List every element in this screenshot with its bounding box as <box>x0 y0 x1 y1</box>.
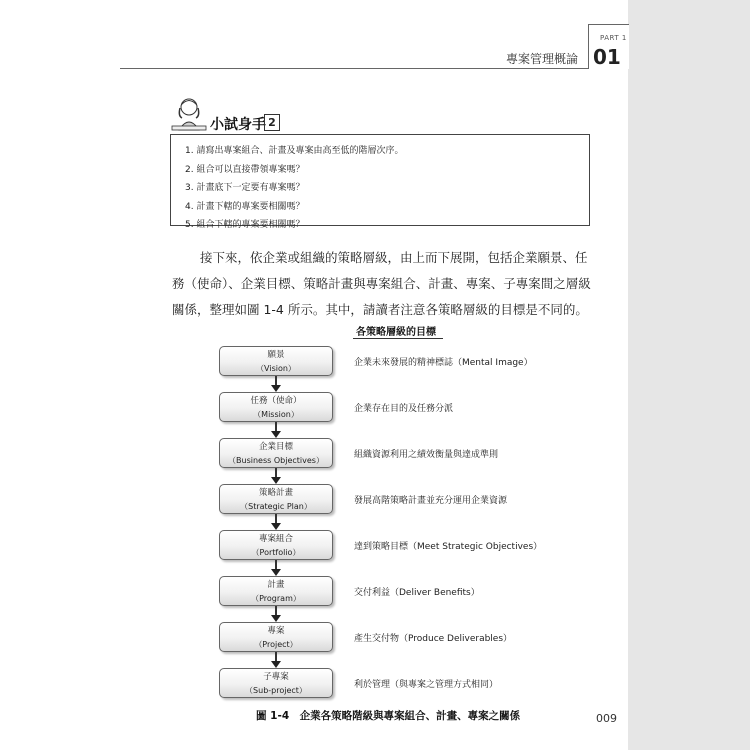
connector-line <box>275 376 277 385</box>
down-arrow-icon <box>271 615 281 622</box>
header-rule <box>120 68 628 69</box>
level-description: 發展高階策略計畫並充分運用企業資源 <box>354 496 508 506</box>
down-arrow-icon <box>271 431 281 438</box>
exercise-number: 2 <box>264 114 280 131</box>
level-description: 企業未來發展的精神標誌（Mental Image） <box>354 358 533 368</box>
level-zh-label: 企業目標 <box>258 442 293 452</box>
connector-line <box>275 422 277 431</box>
diagram-title-underline <box>353 338 443 339</box>
level-box-project <box>219 622 333 652</box>
exercise-item: 2. 組合可以直接帶領專案嗎？ <box>185 164 305 175</box>
page-edge-strip <box>628 0 750 750</box>
connector-line <box>275 606 277 615</box>
level-zh-label: 專案 <box>267 626 285 636</box>
level-description: 交付利益（Deliver Benefits） <box>354 588 480 598</box>
level-en-label: （Project） <box>254 640 298 649</box>
down-arrow-icon <box>271 523 281 530</box>
level-box-vision <box>219 346 333 376</box>
student-mascot-icon <box>170 96 208 132</box>
connector-line <box>275 514 277 523</box>
exercise-title: 小試身手 <box>210 117 266 133</box>
level-en-label: （Portfolio） <box>251 548 301 557</box>
level-zh-label: 願景 <box>267 350 285 360</box>
diagram-title: 各策略層級的目標 <box>356 327 436 338</box>
down-arrow-icon <box>271 477 281 484</box>
exercise-item: 5. 組合下轄的專案要相關嗎？ <box>185 220 305 230</box>
connector-line <box>275 560 277 569</box>
level-box-program <box>219 576 333 606</box>
part-number: 01 <box>593 45 621 69</box>
level-zh-label: 計畫 <box>267 580 285 590</box>
part-label: PART 1 <box>600 34 627 42</box>
level-description: 達到策略目標（Meet Strategic Objectives） <box>354 542 543 552</box>
level-box-business-objectives <box>219 438 333 468</box>
level-description: 產生交付物（Produce Deliverables） <box>354 634 513 644</box>
level-box-portfolio <box>219 530 333 560</box>
level-en-label: （Sub-project） <box>245 686 307 695</box>
level-en-label: （Strategic Plan） <box>240 502 312 511</box>
exercise-item: 3. 計畫底下一定要有專案嗎？ <box>185 183 305 193</box>
level-box-mission <box>219 392 333 422</box>
exercise-item: 1. 請寫出專案組合、計畫及專案由高至低的階層次序。 <box>185 146 404 156</box>
level-description: 利於管理（與專案之管理方式相同） <box>354 680 499 690</box>
connector-line <box>275 652 277 661</box>
level-en-label: （Mission） <box>253 410 299 419</box>
down-arrow-icon <box>271 385 281 392</box>
level-zh-label: 任務（使命） <box>250 396 302 406</box>
level-description: 組織資源利用之績效衡量與達成準則 <box>354 450 499 460</box>
page-number: 009 <box>596 712 617 725</box>
level-zh-label: 策略計畫 <box>258 488 293 498</box>
level-en-label: （Vision） <box>256 364 296 373</box>
level-en-label: （Business Objectives） <box>228 456 324 465</box>
down-arrow-icon <box>271 661 281 668</box>
level-zh-label: 專案組合 <box>258 534 293 544</box>
level-description: 企業存在目的及任務分派 <box>354 404 454 414</box>
exercise-item: 4. 計畫下轄的專案要相關嗎？ <box>185 201 305 212</box>
exercise-box <box>170 134 590 230</box>
chapter-title: 專案管理概論 <box>506 52 579 66</box>
level-box-strategic-plan <box>219 484 333 514</box>
figure-caption: 圖 1-4 企業各策略階級與專案組合、計畫、專案之關係 <box>256 710 521 722</box>
level-zh-label: 子專案 <box>263 672 289 682</box>
down-arrow-icon <box>271 569 281 576</box>
level-en-label: （Program） <box>251 594 301 603</box>
body-paragraph: 接下來，依企業或組織的策略層級，由上而下展開，包括企業願景、任務（使命）、企業目標、策略計畫與專案組合、計畫、專案、子專案間之層級關係，整理如圖 1-4 所示。其中，請讀者注意各策略層級的目標是不同的。 <box>172 250 591 317</box>
connector-line <box>275 468 277 477</box>
level-box-sub-project <box>219 668 333 698</box>
